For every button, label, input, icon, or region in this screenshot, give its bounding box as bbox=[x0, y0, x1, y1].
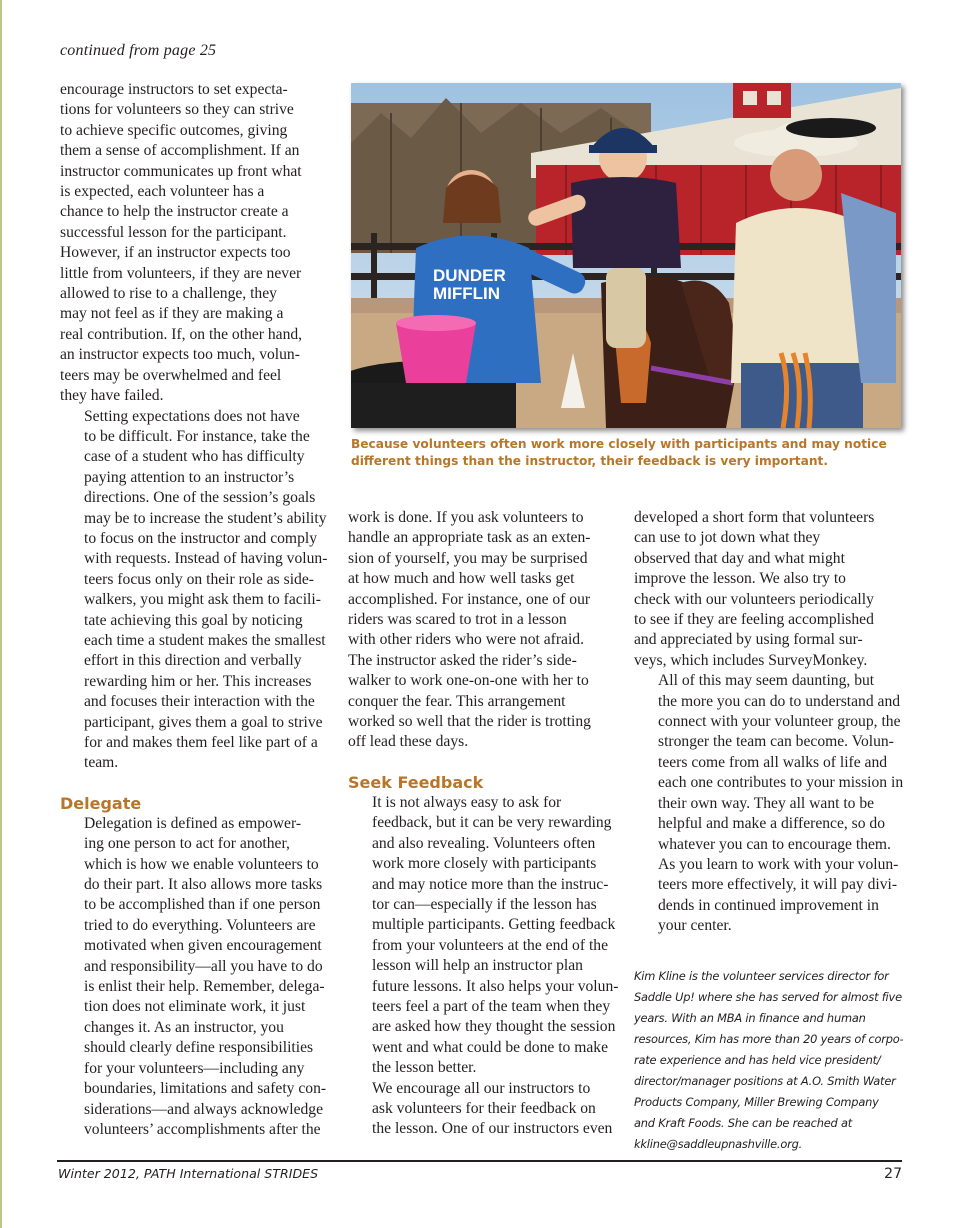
text-line: is expected, each volunteer has a bbox=[60, 183, 265, 201]
text-line: It is not always easy to ask for bbox=[372, 793, 562, 811]
text-line: can use to jot down what they bbox=[634, 529, 821, 547]
text-line: ask volunteers for their feedback on bbox=[372, 1099, 596, 1117]
text-line: developed a short form that volunteers bbox=[634, 509, 875, 526]
text-line: each time a student makes the smallest bbox=[84, 631, 326, 649]
text-line: directions. One of the session’s goals bbox=[84, 489, 316, 507]
text-line: walkers, you might ask them to facili- bbox=[84, 591, 321, 609]
text-line: tried to do everything. Volunteers are bbox=[84, 916, 316, 934]
text-line: paying attention to an instructor’s bbox=[84, 468, 295, 486]
text-line: and also revealing. Volunteers often bbox=[372, 834, 596, 852]
text-line: The instructor asked the rider’s side- bbox=[348, 651, 577, 669]
text-line: handle an appropriate task as an exten- bbox=[348, 529, 591, 547]
text-line: they have failed. bbox=[60, 387, 164, 405]
text-line: tor can—especially if the lesson has bbox=[372, 895, 597, 913]
text-line: teers may be overwhelmed and feel bbox=[60, 366, 282, 384]
text-line: Setting expectations does not have bbox=[84, 407, 300, 425]
col1-paragraph-1 bbox=[60, 80, 332, 407]
text-line: accomplished. For instance, one of our bbox=[348, 590, 591, 608]
seek-feedback-heading: Seek Feedback bbox=[348, 772, 484, 792]
text-line: motivated when given encouragement bbox=[84, 937, 322, 955]
text-line: which is how we enable volunteers to bbox=[84, 855, 319, 873]
text-line: All of this may seem daunting, but bbox=[658, 672, 875, 690]
delegate-heading: Delegate bbox=[60, 793, 142, 813]
text-line: each one contributes to your mission in bbox=[658, 774, 904, 792]
text-line: and appreciated by using formal sur- bbox=[634, 631, 863, 649]
continued-from-note: continued from page 25 bbox=[60, 42, 217, 59]
text-line: improve the lesson. We also try to bbox=[634, 570, 846, 588]
text-line: instructor communicates up front what bbox=[60, 162, 302, 180]
text-line: helpful and make a difference, so do bbox=[658, 815, 886, 833]
text-line: sion of yourself, you may be surprised bbox=[348, 549, 588, 567]
text-line: to focus on the instructor and comply bbox=[84, 529, 317, 547]
text-line: your center. bbox=[658, 917, 732, 935]
text-line: an instructor expects too much, volun- bbox=[60, 346, 300, 364]
column-1 bbox=[60, 80, 332, 1140]
text-line: and Kraft Foods. She can be reached at bbox=[634, 1116, 853, 1130]
text-line: conquer the fear. This arrangement bbox=[348, 692, 566, 710]
text-line: boundaries, limitations and safety con- bbox=[84, 1080, 327, 1098]
col3-paragraph-1 bbox=[634, 508, 904, 671]
text-line: future lessons. It also helps your volun- bbox=[372, 977, 619, 995]
text-line: dends in continued improvement in bbox=[658, 896, 879, 914]
text-line: Products Company, Miller Brewing Company bbox=[634, 1095, 879, 1109]
text-line: lesson will help an instructor plan bbox=[372, 957, 583, 975]
text-line: and focuses their interaction with the bbox=[84, 693, 315, 711]
text-line: walker to work one-on-one with her to bbox=[348, 672, 589, 690]
text-line: director/manager positions at A.O. Smith Water bbox=[634, 1074, 896, 1088]
text-line: check with our volunteers periodically bbox=[634, 590, 874, 608]
article-photo bbox=[351, 83, 901, 428]
text-line: teers more effectively, it will pay divi- bbox=[658, 876, 898, 894]
text-line: encourage instructors to set expecta- bbox=[60, 81, 288, 98]
shirt-text-line-1: DUNDER bbox=[433, 266, 506, 285]
text-line: siderations—and always acknowledge bbox=[84, 1100, 324, 1118]
text-line: connect with your volunteer group, the bbox=[658, 713, 901, 731]
text-line: Delegation is defined as empower- bbox=[84, 814, 302, 832]
publication-footer: Winter 2012, PATH International STRIDES bbox=[58, 1166, 319, 1181]
text-line: rate experience and has held vice president/ bbox=[634, 1053, 881, 1067]
text-line: and responsibility—all you have to do bbox=[84, 957, 323, 975]
text-line: years. With an MBA in finance and human bbox=[634, 1011, 866, 1025]
text-line: work more closely with participants bbox=[372, 855, 597, 873]
text-line: tate achieving this goal by noticing bbox=[84, 611, 303, 629]
col3-paragraph-2 bbox=[634, 671, 904, 936]
text-line: multiple participants. Getting feedback bbox=[372, 916, 616, 934]
text-line: the lesson. One of our instructors even bbox=[372, 1120, 613, 1138]
author-bio bbox=[634, 966, 919, 1155]
text-line: team. bbox=[84, 754, 119, 772]
text-line: at how much and how well tasks get bbox=[348, 570, 575, 588]
text-line: observed that day and what might bbox=[634, 549, 845, 567]
shirt-text-line-2: MIFFLIN bbox=[433, 284, 501, 303]
text-line: with other riders who were not afraid. bbox=[348, 631, 584, 649]
text-line: off lead these days. bbox=[348, 733, 469, 751]
text-line: chance to help the instructor create a bbox=[60, 203, 289, 221]
text-line: teers focus only on their role as side- bbox=[84, 570, 314, 588]
text-line: changes it. As an instructor, you bbox=[84, 1018, 284, 1036]
text-line: Kim Kline is the volunteer services director for bbox=[634, 969, 889, 983]
text-line: with requests. Instead of having volun- bbox=[84, 550, 328, 568]
photo-caption bbox=[351, 436, 901, 470]
text-line: ing one person to act for another, bbox=[84, 835, 290, 853]
col2-paragraph-1 bbox=[348, 508, 618, 753]
text-line: tions for volunteers so they can strive bbox=[60, 101, 294, 119]
column-3 bbox=[634, 508, 904, 937]
footer-rule bbox=[57, 1160, 902, 1162]
text-line: went and what could be done to make bbox=[372, 1038, 609, 1056]
text-line: case of a student who has difficulty bbox=[84, 448, 305, 466]
text-line: from your volunteers at the end of the bbox=[372, 936, 609, 954]
col2-paragraph-2 bbox=[348, 793, 618, 1079]
text-line: do their part. It also allows more tasks bbox=[84, 876, 323, 894]
text-line: little from volunteers, if they are never bbox=[60, 264, 302, 282]
text-line: Saddle Up! where she has served for almost five bbox=[634, 990, 902, 1004]
text-line: to see if they are feeling accomplished bbox=[634, 611, 874, 629]
col2-paragraph-3 bbox=[348, 1079, 618, 1140]
text-line: participant, gives them a goal to strive bbox=[84, 713, 323, 731]
text-line: the lesson better. bbox=[372, 1059, 477, 1077]
text-line: However, if an instructor expects too bbox=[60, 244, 291, 262]
text-line: their own way. They all want to be bbox=[658, 794, 875, 812]
text-line: feedback, but it can be very rewarding bbox=[372, 814, 612, 832]
text-line: allowed to rise to a challenge, they bbox=[60, 285, 277, 303]
text-line: rewarding him or her. This increases bbox=[84, 672, 312, 690]
text-line: the more you can do to understand and bbox=[658, 692, 901, 710]
text-line: teers come from all walks of life and bbox=[658, 753, 888, 771]
text-line: work is done. If you ask volunteers to bbox=[348, 509, 584, 526]
text-line: resources, Kim has more than 20 years of corpo- bbox=[634, 1032, 904, 1046]
text-line: volunteers’ accomplishments after the bbox=[84, 1120, 321, 1138]
col1-paragraph-3 bbox=[60, 814, 332, 1141]
text-line: to achieve specific outcomes, giving bbox=[60, 121, 288, 139]
col1-paragraph-2 bbox=[60, 407, 332, 774]
text-line: stronger the team can become. Volun- bbox=[658, 733, 894, 751]
text-line: successful lesson for the participant. bbox=[60, 223, 287, 241]
text-line: riders was scared to trot in a lesson bbox=[348, 611, 567, 629]
text-line: to be difficult. For instance, take the bbox=[84, 427, 310, 445]
text-line: are asked how they thought the session bbox=[372, 1018, 616, 1036]
text-line: may be to increase the student’s ability bbox=[84, 509, 327, 527]
text-line: As you learn to work with your volun- bbox=[658, 855, 899, 873]
text-line: should clearly define responsibilities bbox=[84, 1039, 314, 1057]
text-line: real contribution. If, on the other hand, bbox=[60, 325, 303, 343]
text-line: tion does not eliminate work, it just bbox=[84, 998, 306, 1016]
text-line: teers feel a part of the team when they bbox=[372, 997, 611, 1015]
text-line: We encourage all our instructors to bbox=[372, 1079, 591, 1097]
text-line: for your volunteers—including any bbox=[84, 1059, 305, 1077]
page-number: 27 bbox=[884, 1166, 902, 1182]
text-line: for and makes them feel like part of a bbox=[84, 734, 318, 751]
text-line: effort in this direction and verbally bbox=[84, 652, 302, 670]
text-line: different things than the instructor, their feedback is very important. bbox=[351, 454, 828, 468]
text-line: and may notice more than the instruc- bbox=[372, 875, 609, 893]
text-line: may not feel as if they are making a bbox=[60, 305, 284, 323]
text-line: Because volunteers often work more closely with participants and may notice bbox=[351, 437, 887, 451]
text-line: them a sense of accomplishment. If an bbox=[60, 142, 300, 160]
text-line: is enlist their help. Remember, delega- bbox=[84, 978, 325, 996]
column-2 bbox=[348, 508, 618, 1140]
riding-lesson-photo bbox=[351, 83, 901, 428]
page-edge-stripe bbox=[0, 0, 2, 1228]
text-line: kkline@saddleupnashville.org. bbox=[634, 1137, 803, 1151]
text-line: whatever you can to encourage them. bbox=[658, 835, 891, 853]
text-line: worked so well that the rider is trotting bbox=[348, 713, 591, 731]
text-line: veys, which includes SurveyMonkey. bbox=[634, 651, 868, 669]
text-line: to be accomplished than if one person bbox=[84, 896, 321, 914]
